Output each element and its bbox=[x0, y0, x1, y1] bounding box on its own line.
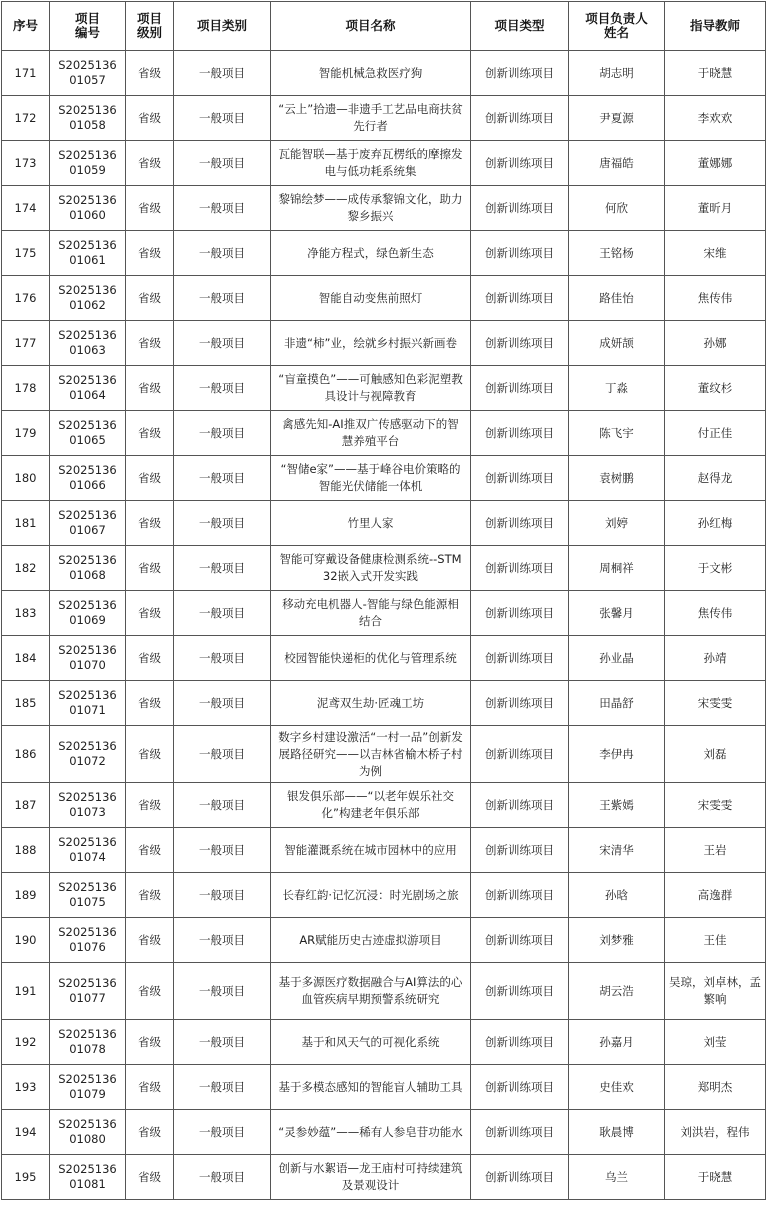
code-line-1: S2025136 bbox=[58, 739, 117, 753]
name-cell: 黎锦绘梦——成传承黎锦文化，助力黎乡振兴 bbox=[271, 186, 471, 231]
type-cell: 创新训练项目 bbox=[471, 141, 569, 186]
advisor-cell: 于晓慧 bbox=[665, 51, 766, 96]
leader-cell: 丁淼 bbox=[569, 366, 665, 411]
level-cell: 省级 bbox=[126, 1110, 174, 1155]
category-cell: 一般项目 bbox=[174, 96, 271, 141]
header-code-line2: 编号 bbox=[74, 25, 100, 40]
type-cell: 创新训练项目 bbox=[471, 1110, 569, 1155]
level-cell: 省级 bbox=[126, 1065, 174, 1110]
seq-cell: 192 bbox=[2, 1020, 50, 1065]
level-cell: 省级 bbox=[126, 51, 174, 96]
code-line-1: S2025136 bbox=[58, 553, 117, 567]
advisor-cell: 郑明杰 bbox=[665, 1065, 766, 1110]
seq-cell: 173 bbox=[2, 141, 50, 186]
seq-cell: 190 bbox=[2, 918, 50, 963]
code-line-1: S2025136 bbox=[58, 598, 117, 612]
type-cell: 创新训练项目 bbox=[471, 456, 569, 501]
category-cell: 一般项目 bbox=[174, 501, 271, 546]
code-line-1: S2025136 bbox=[58, 790, 117, 804]
name-cell: 银发俱乐部——“以老年娱乐社交化”构建老年俱乐部 bbox=[271, 783, 471, 828]
leader-cell: 田晶舒 bbox=[569, 681, 665, 726]
table-row bbox=[2, 456, 766, 501]
type-cell: 创新训练项目 bbox=[471, 918, 569, 963]
type-cell: 创新训练项目 bbox=[471, 51, 569, 96]
table-row bbox=[2, 918, 766, 963]
header-leader bbox=[569, 2, 665, 51]
seq-cell: 176 bbox=[2, 276, 50, 321]
leader-cell: 尹夏源 bbox=[569, 96, 665, 141]
header-code bbox=[50, 2, 126, 51]
category-cell: 一般项目 bbox=[174, 141, 271, 186]
leader-cell: 路佳怡 bbox=[569, 276, 665, 321]
advisor-cell: 刘莹 bbox=[665, 1020, 766, 1065]
name-cell: 禽感先知-AI推双广传感驱动下的智慧养殖平台 bbox=[271, 411, 471, 456]
code-cell bbox=[50, 681, 126, 726]
name-cell: 智能自动变焦前照灯 bbox=[271, 276, 471, 321]
code-cell bbox=[50, 591, 126, 636]
header-category: 项目类别 bbox=[174, 2, 271, 51]
name-cell: “盲童摸色”——可触感知色彩泥塑教具设计与视障教育 bbox=[271, 366, 471, 411]
name-cell: 智能机械急救医疗狗 bbox=[271, 51, 471, 96]
code-cell bbox=[50, 828, 126, 873]
leader-cell: 孙晗 bbox=[569, 873, 665, 918]
table-row bbox=[2, 828, 766, 873]
category-cell: 一般项目 bbox=[174, 873, 271, 918]
code-cell bbox=[50, 873, 126, 918]
advisor-cell: 宋维 bbox=[665, 231, 766, 276]
type-cell: 创新训练项目 bbox=[471, 96, 569, 141]
code-cell bbox=[50, 96, 126, 141]
code-cell bbox=[50, 366, 126, 411]
code-line-1: S2025136 bbox=[58, 238, 117, 252]
category-cell: 一般项目 bbox=[174, 828, 271, 873]
header-seq: 序号 bbox=[2, 2, 50, 51]
code-cell bbox=[50, 963, 126, 1020]
code-line-2: 01079 bbox=[69, 1087, 106, 1101]
seq-cell: 191 bbox=[2, 963, 50, 1020]
code-line-2: 01080 bbox=[69, 1132, 106, 1146]
leader-cell: 陈飞宇 bbox=[569, 411, 665, 456]
code-line-2: 01057 bbox=[69, 73, 106, 87]
code-cell bbox=[50, 636, 126, 681]
leader-cell: 王紫嫣 bbox=[569, 783, 665, 828]
leader-cell: 成妍颉 bbox=[569, 321, 665, 366]
category-cell: 一般项目 bbox=[174, 51, 271, 96]
leader-cell: 孙业晶 bbox=[569, 636, 665, 681]
leader-cell: 胡志明 bbox=[569, 51, 665, 96]
code-line-2: 01071 bbox=[69, 703, 106, 717]
code-line-2: 01059 bbox=[69, 163, 106, 177]
type-cell: 创新训练项目 bbox=[471, 828, 569, 873]
code-cell bbox=[50, 231, 126, 276]
level-cell: 省级 bbox=[126, 501, 174, 546]
leader-cell: 胡云浩 bbox=[569, 963, 665, 1020]
advisor-cell: 焦传伟 bbox=[665, 591, 766, 636]
code-line-2: 01076 bbox=[69, 940, 106, 954]
advisor-cell: 吴琼，刘卓林，孟繁响 bbox=[665, 963, 766, 1020]
category-cell: 一般项目 bbox=[174, 1110, 271, 1155]
table-row bbox=[2, 963, 766, 1020]
seq-cell: 184 bbox=[2, 636, 50, 681]
advisor-cell: 刘磊 bbox=[665, 726, 766, 783]
code-line-2: 01081 bbox=[69, 1177, 106, 1191]
seq-cell: 174 bbox=[2, 186, 50, 231]
type-cell: 创新训练项目 bbox=[471, 591, 569, 636]
header-level-line2: 级别 bbox=[136, 25, 162, 40]
table-row bbox=[2, 591, 766, 636]
table-row bbox=[2, 96, 766, 141]
advisor-cell: 付正佳 bbox=[665, 411, 766, 456]
type-cell: 创新训练项目 bbox=[471, 726, 569, 783]
code-line-1: S2025136 bbox=[58, 688, 117, 702]
type-cell: 创新训练项目 bbox=[471, 546, 569, 591]
category-cell: 一般项目 bbox=[174, 231, 271, 276]
code-line-1: S2025136 bbox=[58, 418, 117, 432]
advisor-cell: 宋雯雯 bbox=[665, 783, 766, 828]
table-row bbox=[2, 1065, 766, 1110]
name-cell: 基于和风天气的可视化系统 bbox=[271, 1020, 471, 1065]
level-cell: 省级 bbox=[126, 1155, 174, 1200]
name-cell: “云上”拾遗—非遗手工艺品电商扶贫先行者 bbox=[271, 96, 471, 141]
category-cell: 一般项目 bbox=[174, 591, 271, 636]
category-cell: 一般项目 bbox=[174, 411, 271, 456]
type-cell: 创新训练项目 bbox=[471, 963, 569, 1020]
seq-cell: 181 bbox=[2, 501, 50, 546]
code-cell bbox=[50, 456, 126, 501]
category-cell: 一般项目 bbox=[174, 276, 271, 321]
category-cell: 一般项目 bbox=[174, 963, 271, 1020]
code-cell bbox=[50, 1065, 126, 1110]
category-cell: 一般项目 bbox=[174, 456, 271, 501]
category-cell: 一般项目 bbox=[174, 636, 271, 681]
category-cell: 一般项目 bbox=[174, 918, 271, 963]
name-cell: 非遗“柿”业，绘就乡村振兴新画卷 bbox=[271, 321, 471, 366]
leader-cell: 周桐祥 bbox=[569, 546, 665, 591]
category-cell: 一般项目 bbox=[174, 546, 271, 591]
leader-cell: 刘婷 bbox=[569, 501, 665, 546]
code-line-1: S2025136 bbox=[58, 463, 117, 477]
code-line-2: 01060 bbox=[69, 208, 106, 222]
header-leader-line1: 项目负责人 bbox=[585, 11, 648, 26]
code-line-1: S2025136 bbox=[58, 148, 117, 162]
advisor-cell: 刘洪岩，程伟 bbox=[665, 1110, 766, 1155]
seq-cell: 194 bbox=[2, 1110, 50, 1155]
table-row bbox=[2, 681, 766, 726]
leader-cell: 唐福皓 bbox=[569, 141, 665, 186]
type-cell: 创新训练项目 bbox=[471, 636, 569, 681]
advisor-cell: 李欢欢 bbox=[665, 96, 766, 141]
level-cell: 省级 bbox=[126, 456, 174, 501]
code-line-1: S2025136 bbox=[58, 976, 117, 990]
seq-cell: 178 bbox=[2, 366, 50, 411]
level-cell: 省级 bbox=[126, 276, 174, 321]
type-cell: 创新训练项目 bbox=[471, 1020, 569, 1065]
code-line-2: 01063 bbox=[69, 343, 106, 357]
category-cell: 一般项目 bbox=[174, 1155, 271, 1200]
name-cell: 移动充电机器人-智能与绿色能源相结合 bbox=[271, 591, 471, 636]
level-cell: 省级 bbox=[126, 366, 174, 411]
name-cell: 净能方程式，绿色新生态 bbox=[271, 231, 471, 276]
code-cell bbox=[50, 141, 126, 186]
name-cell: AR赋能历史古迹虚拟游项目 bbox=[271, 918, 471, 963]
leader-cell: 何欣 bbox=[569, 186, 665, 231]
category-cell: 一般项目 bbox=[174, 186, 271, 231]
type-cell: 创新训练项目 bbox=[471, 276, 569, 321]
table-row bbox=[2, 1110, 766, 1155]
category-cell: 一般项目 bbox=[174, 1020, 271, 1065]
code-line-1: S2025136 bbox=[58, 1072, 117, 1086]
seq-cell: 179 bbox=[2, 411, 50, 456]
advisor-cell: 孙娜 bbox=[665, 321, 766, 366]
advisor-cell: 于晓慧 bbox=[665, 1155, 766, 1200]
table-row bbox=[2, 501, 766, 546]
code-line-2: 01075 bbox=[69, 895, 106, 909]
name-cell: 竹里人家 bbox=[271, 501, 471, 546]
advisor-cell: 王佳 bbox=[665, 918, 766, 963]
level-cell: 省级 bbox=[126, 828, 174, 873]
code-line-2: 01072 bbox=[69, 754, 106, 768]
category-cell: 一般项目 bbox=[174, 726, 271, 783]
seq-cell: 177 bbox=[2, 321, 50, 366]
level-cell: 省级 bbox=[126, 546, 174, 591]
advisor-cell: 赵得龙 bbox=[665, 456, 766, 501]
level-cell: 省级 bbox=[126, 636, 174, 681]
level-cell: 省级 bbox=[126, 321, 174, 366]
code-cell bbox=[50, 918, 126, 963]
name-cell: 基于多模态感知的智能盲人辅助工具 bbox=[271, 1065, 471, 1110]
leader-cell: 孙嘉月 bbox=[569, 1020, 665, 1065]
header-leader-line2: 姓名 bbox=[603, 25, 629, 40]
code-cell bbox=[50, 1020, 126, 1065]
header-row bbox=[2, 2, 766, 51]
table-row bbox=[2, 1155, 766, 1200]
seq-cell: 195 bbox=[2, 1155, 50, 1200]
advisor-cell: 宋雯雯 bbox=[665, 681, 766, 726]
code-cell bbox=[50, 726, 126, 783]
code-line-1: S2025136 bbox=[58, 880, 117, 894]
type-cell: 创新训练项目 bbox=[471, 501, 569, 546]
seq-cell: 175 bbox=[2, 231, 50, 276]
leader-cell: 耿晨博 bbox=[569, 1110, 665, 1155]
code-line-2: 01066 bbox=[69, 478, 106, 492]
code-line-2: 01062 bbox=[69, 298, 106, 312]
code-cell bbox=[50, 1155, 126, 1200]
name-cell: “灵参妙蕴”——稀有人参皂苷功能水 bbox=[271, 1110, 471, 1155]
code-line-1: S2025136 bbox=[58, 1027, 117, 1041]
level-cell: 省级 bbox=[126, 1020, 174, 1065]
level-cell: 省级 bbox=[126, 963, 174, 1020]
advisor-cell: 孙靖 bbox=[665, 636, 766, 681]
name-cell: 瓦能智联—基于废弃瓦楞纸的摩擦发电与低功耗系统集 bbox=[271, 141, 471, 186]
type-cell: 创新训练项目 bbox=[471, 681, 569, 726]
level-cell: 省级 bbox=[126, 918, 174, 963]
category-cell: 一般项目 bbox=[174, 321, 271, 366]
level-cell: 省级 bbox=[126, 591, 174, 636]
table-row bbox=[2, 51, 766, 96]
type-cell: 创新训练项目 bbox=[471, 783, 569, 828]
leader-cell: 李伊冉 bbox=[569, 726, 665, 783]
table-row bbox=[2, 411, 766, 456]
table-body bbox=[2, 51, 766, 1200]
code-line-2: 01067 bbox=[69, 523, 106, 537]
table-row bbox=[2, 366, 766, 411]
leader-cell: 张馨月 bbox=[569, 591, 665, 636]
category-cell: 一般项目 bbox=[174, 681, 271, 726]
name-cell: 校园智能快递柜的优化与管理系统 bbox=[271, 636, 471, 681]
code-cell bbox=[50, 321, 126, 366]
code-cell bbox=[50, 51, 126, 96]
table-row bbox=[2, 186, 766, 231]
seq-cell: 182 bbox=[2, 546, 50, 591]
code-line-1: S2025136 bbox=[58, 328, 117, 342]
name-cell: 泥鸢双生劫·匠魂工坊 bbox=[271, 681, 471, 726]
type-cell: 创新训练项目 bbox=[471, 366, 569, 411]
header-name: 项目名称 bbox=[271, 2, 471, 51]
code-line-2: 01074 bbox=[69, 850, 106, 864]
level-cell: 省级 bbox=[126, 726, 174, 783]
level-cell: 省级 bbox=[126, 873, 174, 918]
seq-cell: 185 bbox=[2, 681, 50, 726]
type-cell: 创新训练项目 bbox=[471, 186, 569, 231]
seq-cell: 189 bbox=[2, 873, 50, 918]
name-cell: 基于多源医疗数据融合与AI算法的心血管疾病早期预警系统研究 bbox=[271, 963, 471, 1020]
table-row bbox=[2, 726, 766, 783]
advisor-cell: 于文彬 bbox=[665, 546, 766, 591]
code-cell bbox=[50, 186, 126, 231]
code-line-1: S2025136 bbox=[58, 283, 117, 297]
code-line-1: S2025136 bbox=[58, 193, 117, 207]
code-line-2: 01070 bbox=[69, 658, 106, 672]
level-cell: 省级 bbox=[126, 783, 174, 828]
code-line-2: 01069 bbox=[69, 613, 106, 627]
code-line-2: 01065 bbox=[69, 433, 106, 447]
advisor-cell: 焦传伟 bbox=[665, 276, 766, 321]
level-cell: 省级 bbox=[126, 186, 174, 231]
type-cell: 创新训练项目 bbox=[471, 1065, 569, 1110]
code-line-2: 01078 bbox=[69, 1042, 106, 1056]
leader-cell: 史佳欢 bbox=[569, 1065, 665, 1110]
level-cell: 省级 bbox=[126, 681, 174, 726]
seq-cell: 171 bbox=[2, 51, 50, 96]
header-level bbox=[126, 2, 174, 51]
leader-cell: 宋清华 bbox=[569, 828, 665, 873]
code-cell bbox=[50, 1110, 126, 1155]
level-cell: 省级 bbox=[126, 231, 174, 276]
code-line-1: S2025136 bbox=[58, 1117, 117, 1131]
code-line-1: S2025136 bbox=[58, 925, 117, 939]
category-cell: 一般项目 bbox=[174, 783, 271, 828]
code-line-2: 01061 bbox=[69, 253, 106, 267]
code-line-1: S2025136 bbox=[58, 835, 117, 849]
table-row bbox=[2, 783, 766, 828]
code-line-1: S2025136 bbox=[58, 1162, 117, 1176]
table-row bbox=[2, 873, 766, 918]
type-cell: 创新训练项目 bbox=[471, 231, 569, 276]
header-type: 项目类型 bbox=[471, 2, 569, 51]
advisor-cell: 王岩 bbox=[665, 828, 766, 873]
header-level-line1: 项目 bbox=[136, 11, 162, 26]
category-cell: 一般项目 bbox=[174, 366, 271, 411]
code-cell bbox=[50, 501, 126, 546]
code-cell bbox=[50, 783, 126, 828]
name-cell: 智能灌溉系统在城市园林中的应用 bbox=[271, 828, 471, 873]
header-code-line1: 项目 bbox=[74, 11, 100, 26]
advisor-cell: 董纹杉 bbox=[665, 366, 766, 411]
level-cell: 省级 bbox=[126, 141, 174, 186]
table-row bbox=[2, 231, 766, 276]
advisor-cell: 董娜娜 bbox=[665, 141, 766, 186]
table-row bbox=[2, 276, 766, 321]
advisor-cell: 高逸群 bbox=[665, 873, 766, 918]
code-line-2: 01073 bbox=[69, 805, 106, 819]
name-cell: 数字乡村建设激活“一村一品”创新发展路径研究——以吉林省榆木桥子村为例 bbox=[271, 726, 471, 783]
type-cell: 创新训练项目 bbox=[471, 873, 569, 918]
code-line-1: S2025136 bbox=[58, 58, 117, 72]
code-line-2: 01077 bbox=[69, 991, 106, 1005]
type-cell: 创新训练项目 bbox=[471, 1155, 569, 1200]
header-advisor: 指导教师 bbox=[665, 2, 766, 51]
leader-cell: 乌兰 bbox=[569, 1155, 665, 1200]
leader-cell: 刘梦雅 bbox=[569, 918, 665, 963]
code-line-1: S2025136 bbox=[58, 103, 117, 117]
leader-cell: 袁树鹏 bbox=[569, 456, 665, 501]
category-cell: 一般项目 bbox=[174, 1065, 271, 1110]
seq-cell: 186 bbox=[2, 726, 50, 783]
code-cell bbox=[50, 411, 126, 456]
seq-cell: 193 bbox=[2, 1065, 50, 1110]
type-cell: 创新训练项目 bbox=[471, 411, 569, 456]
code-line-2: 01058 bbox=[69, 118, 106, 132]
leader-cell: 王铭杨 bbox=[569, 231, 665, 276]
name-cell: 智能可穿戴设备健康检测系统--STM32嵌入式开发实践 bbox=[271, 546, 471, 591]
project-table bbox=[1, 1, 766, 1200]
table-row bbox=[2, 1020, 766, 1065]
code-line-2: 01064 bbox=[69, 388, 106, 402]
level-cell: 省级 bbox=[126, 411, 174, 456]
name-cell: “智储e家”——基于峰谷电价策略的智能光伏储能一体机 bbox=[271, 456, 471, 501]
seq-cell: 188 bbox=[2, 828, 50, 873]
code-line-1: S2025136 bbox=[58, 508, 117, 522]
code-cell bbox=[50, 276, 126, 321]
name-cell: 长春红韵·记忆沉浸：时光剧场之旅 bbox=[271, 873, 471, 918]
table-row bbox=[2, 636, 766, 681]
advisor-cell: 董昕月 bbox=[665, 186, 766, 231]
seq-cell: 187 bbox=[2, 783, 50, 828]
name-cell: 创新与水絮语—龙王庙村可持续建筑及景观设计 bbox=[271, 1155, 471, 1200]
seq-cell: 172 bbox=[2, 96, 50, 141]
code-cell bbox=[50, 546, 126, 591]
code-line-1: S2025136 bbox=[58, 643, 117, 657]
table-row bbox=[2, 546, 766, 591]
level-cell: 省级 bbox=[126, 96, 174, 141]
seq-cell: 183 bbox=[2, 591, 50, 636]
seq-cell: 180 bbox=[2, 456, 50, 501]
type-cell: 创新训练项目 bbox=[471, 321, 569, 366]
code-line-1: S2025136 bbox=[58, 373, 117, 387]
table-row bbox=[2, 321, 766, 366]
code-line-2: 01068 bbox=[69, 568, 106, 582]
table-row bbox=[2, 141, 766, 186]
advisor-cell: 孙红梅 bbox=[665, 501, 766, 546]
